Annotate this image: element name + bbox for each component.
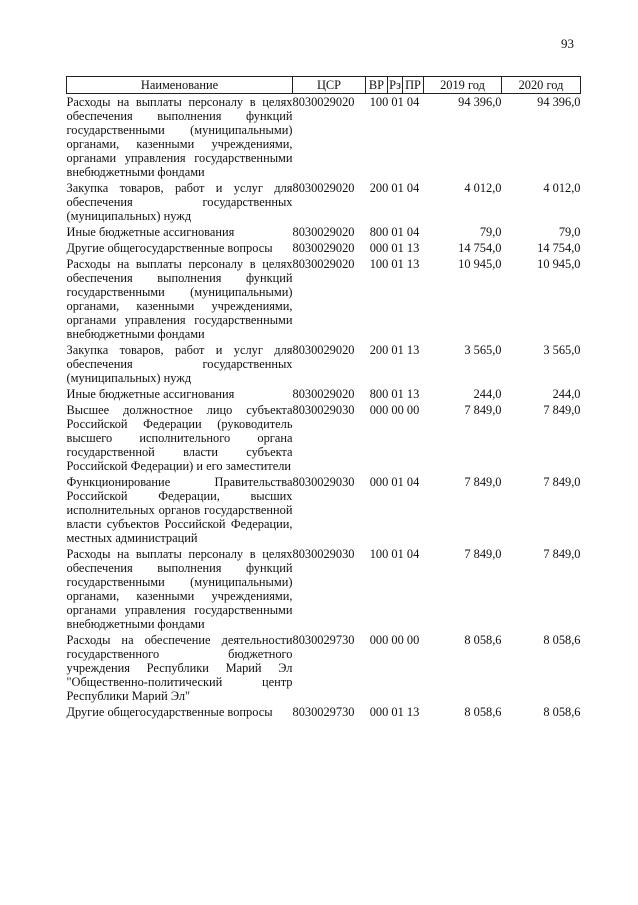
table-row — [67, 704, 581, 720]
row-csr: 8030029730 — [292, 633, 355, 647]
row-codes: 000 01 04 — [369, 475, 420, 489]
row-csr: 8030029020 — [292, 241, 355, 255]
row-2020: 10 945,0 — [537, 257, 581, 271]
row-name: Другие общегосударственные вопросы — [66, 705, 273, 719]
row-csr: 8030029020 — [292, 257, 355, 271]
row-name: Закупка товаров, работ и услуг для обеспечения государственных (муниципальных) нужд — [66, 181, 293, 223]
row-csr: 8030029020 — [292, 387, 355, 401]
table-row — [67, 94, 581, 181]
row-codes: 200 01 13 — [369, 343, 420, 357]
table-row — [67, 632, 581, 704]
row-csr: 8030029020 — [292, 95, 355, 109]
table-row — [67, 342, 581, 386]
row-2020: 8 058,6 — [543, 633, 581, 647]
table-row — [67, 256, 581, 342]
table-body — [67, 94, 581, 721]
header-rz: Рз — [389, 78, 401, 92]
row-2019: 7 849,0 — [464, 403, 502, 417]
row-csr: 8030029030 — [292, 475, 355, 489]
row-2019: 79,0 — [479, 225, 502, 239]
row-csr: 8030029730 — [292, 705, 355, 719]
table-row — [67, 402, 581, 474]
header-csr: ЦСР — [293, 77, 366, 94]
row-2019: 244,0 — [473, 387, 502, 401]
table-row — [67, 240, 581, 256]
row-name: Расходы на выплаты персоналу в целях обеспечения выполнения функций государственными (муниципальными) органами, казенными учреждениями, органами управления государственными внебюджетными фондами — [66, 95, 293, 179]
row-2020: 7 849,0 — [543, 403, 581, 417]
header-pr: ПР — [403, 77, 424, 94]
row-csr: 8030029020 — [292, 225, 355, 239]
row-csr: 8030029030 — [292, 403, 355, 417]
row-2019: 94 396,0 — [458, 95, 502, 109]
page-number: 93 — [561, 36, 574, 51]
budget-table — [66, 76, 581, 720]
row-codes: 100 01 13 — [369, 257, 420, 271]
row-codes: 000 00 00 — [369, 403, 420, 417]
row-codes: 000 01 13 — [369, 705, 420, 719]
row-2020: 7 849,0 — [543, 475, 581, 489]
header-vr: ВР — [366, 77, 388, 94]
row-2020: 244,0 — [552, 387, 581, 401]
row-2019: 3 565,0 — [464, 343, 502, 357]
row-codes: 800 01 04 — [369, 225, 420, 239]
row-name: Иные бюджетные ассигнования — [66, 387, 235, 401]
row-2020: 4 012,0 — [543, 181, 581, 195]
row-csr: 8030029020 — [292, 181, 355, 195]
row-2019: 8 058,6 — [464, 705, 502, 719]
table-row — [67, 180, 581, 224]
row-codes: 000 01 13 — [369, 241, 420, 255]
row-codes: 100 01 04 — [369, 95, 420, 109]
row-name: Высшее должностное лицо субъекта Российской Федерации (руководитель высшего исполнительного органа государственной власти субъекта Российской Федерации) и его заместители — [66, 403, 293, 473]
row-name: Другие общегосударственные вопросы — [66, 241, 273, 255]
row-codes: 000 00 00 — [369, 633, 420, 647]
table-row — [67, 224, 581, 240]
table-row — [67, 546, 581, 632]
row-name: Расходы на выплаты персоналу в целях обеспечения выполнения функций государственными (муниципальными) органами, казенными учреждениями, органами управления государственными внебюджетными фондами — [66, 547, 293, 631]
row-2020: 94 396,0 — [537, 95, 581, 109]
row-csr: 8030029020 — [292, 343, 355, 357]
header-2020: 2020 год — [502, 77, 581, 94]
row-2019: 4 012,0 — [464, 181, 502, 195]
row-name: Расходы на выплаты персоналу в целях обеспечения выполнения функций государственными (муниципальными) органами, казенными учреждениями, органами управления государственными внебюджетными фондами — [66, 257, 293, 341]
row-2019: 14 754,0 — [458, 241, 502, 255]
row-csr: 8030029030 — [292, 547, 355, 561]
row-2020: 8 058,6 — [543, 705, 581, 719]
row-2019: 7 849,0 — [464, 547, 502, 561]
row-name: Иные бюджетные ассигнования — [66, 225, 235, 239]
row-codes: 200 01 04 — [369, 181, 420, 195]
row-name: Расходы на обеспечение деятельности государственного бюджетного учреждения Республики Марий Эл "Общественно-политический центр Республики Марий Эл" — [66, 633, 293, 703]
row-codes: 800 01 13 — [369, 387, 420, 401]
table-row — [67, 474, 581, 546]
table-row — [67, 386, 581, 402]
row-2019: 10 945,0 — [458, 257, 502, 271]
row-2020: 79,0 — [558, 225, 581, 239]
header-name: Наименование — [67, 77, 293, 94]
row-name: Закупка товаров, работ и услуг для обеспечения государственных (муниципальных) нужд — [66, 343, 293, 385]
row-2020: 3 565,0 — [543, 343, 581, 357]
row-2019: 7 849,0 — [464, 475, 502, 489]
header-2019: 2019 год — [424, 77, 502, 94]
row-name: Функционирование Правительства Российской Федерации, высших исполнительных органов государственной власти субъектов Российской Федерации, местных администраций — [66, 475, 293, 545]
row-2020: 14 754,0 — [537, 241, 581, 255]
row-2019: 8 058,6 — [464, 633, 502, 647]
table-header-row — [67, 77, 581, 94]
row-2020: 7 849,0 — [543, 547, 581, 561]
row-codes: 100 01 04 — [369, 547, 420, 561]
